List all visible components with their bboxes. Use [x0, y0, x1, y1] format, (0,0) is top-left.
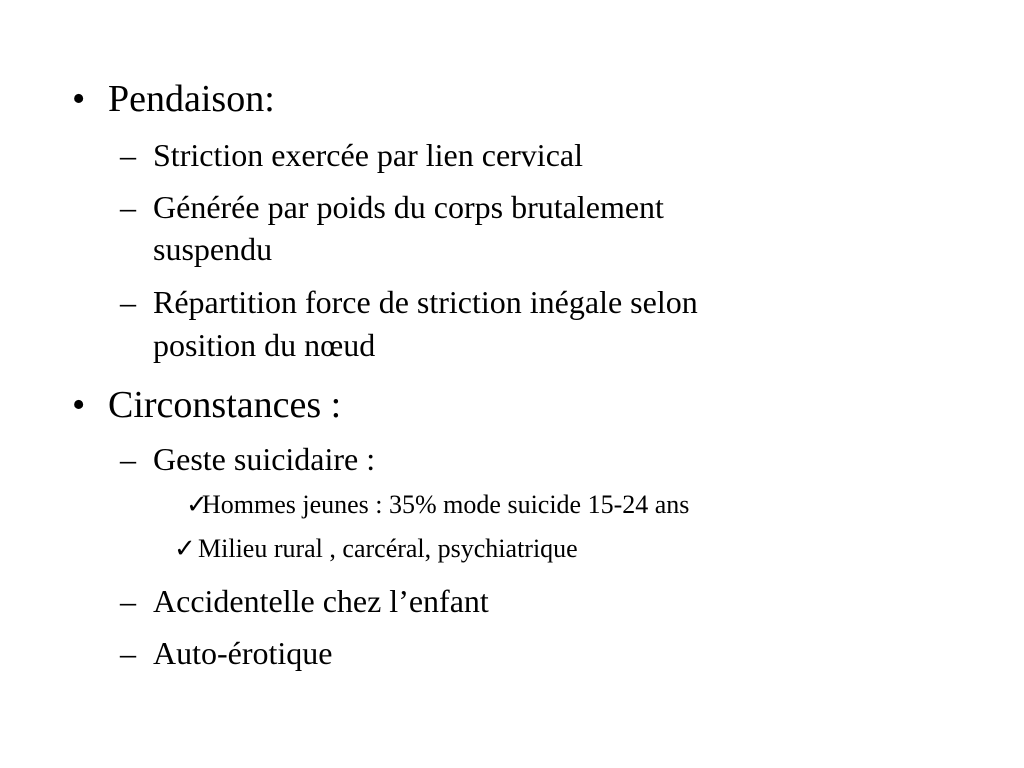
heading-pendaison: Pendaison: [108, 78, 275, 120]
subitem-line: Geste suicidaire : [153, 441, 376, 477]
dash-marker: – [120, 284, 136, 320]
subitem-line: Striction exercée par lien cervical [153, 137, 583, 173]
dash-marker: – [120, 441, 136, 477]
checklist-item: Hommes jeunes : 35% mode suicide 15-24 ans [202, 490, 690, 519]
subitem-line: Auto-érotique [153, 635, 333, 671]
dash-marker: – [120, 635, 136, 671]
subitem-line: Générée par poids du corps brutalement [153, 189, 664, 225]
dash-marker: – [120, 583, 136, 619]
check-icon: ✓ [174, 534, 196, 564]
dash-marker: – [120, 137, 136, 173]
subitem-line: Répartition force de striction inégale selon [153, 284, 698, 320]
subitem-line-continued: position du nœud [153, 327, 376, 363]
bullet-marker: • [72, 78, 86, 120]
subitem-line: Accidentelle chez l’enfant [153, 583, 489, 619]
heading-circonstances: Circonstances : [108, 384, 342, 426]
subitem-line-continued: suspendu [153, 231, 273, 267]
checklist-item: Milieu rural , carcéral, psychiatrique [198, 534, 578, 563]
check-icon: ✓ [186, 490, 208, 520]
dash-marker: – [120, 189, 136, 225]
bullet-marker: • [72, 384, 86, 426]
